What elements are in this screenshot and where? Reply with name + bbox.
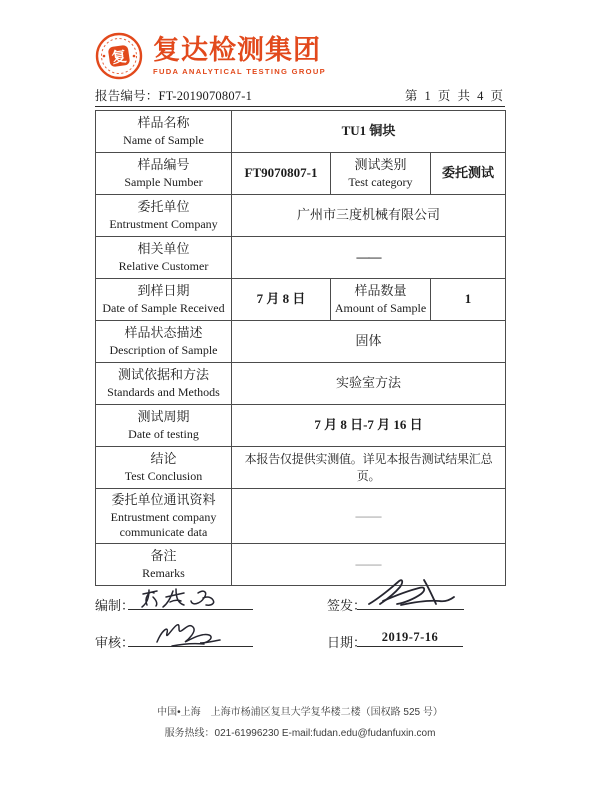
- table-row: [96, 363, 506, 405]
- label-zh: 相关单位: [137, 241, 190, 257]
- prepared-signature-line: [128, 580, 253, 610]
- company-name-zh: 复达检测集团: [153, 34, 321, 65]
- label-en: Relative Customer: [118, 259, 209, 274]
- table-row: [96, 111, 506, 153]
- label-en: Date of testing: [128, 427, 199, 442]
- label-zh: 到样日期: [137, 283, 190, 299]
- label-zh: 备注: [150, 548, 177, 564]
- label-zh: 样品状态描述: [124, 325, 203, 341]
- prepared-signature: [140, 585, 236, 611]
- value-sample-description: 固体: [232, 321, 506, 363]
- svg-text:复: 复: [110, 48, 128, 67]
- label-zh: 结论: [150, 451, 177, 467]
- label-zh: 委托单位通讯资料: [111, 492, 216, 507]
- reviewed-by-label: 审核：: [95, 635, 135, 650]
- label-sample-description: [96, 321, 232, 363]
- footer-hotline: 服务热线：021-61996230 E-mail:fudan.edu@fudanfuxin.com: [164, 728, 436, 739]
- label-zh: 测试周期: [137, 409, 190, 425]
- sample-info-table: [95, 110, 506, 586]
- value-communicate-data: ——: [232, 489, 506, 544]
- value-standards-methods: 实验室方法: [232, 363, 506, 405]
- value-amount-of-sample: 1: [431, 279, 506, 321]
- page-footer: [0, 702, 600, 744]
- issued-by-label: 签发：: [327, 598, 367, 613]
- label-zh: 样品数量: [354, 283, 407, 299]
- table-row: [96, 279, 506, 321]
- label-zh: 测试类别: [354, 157, 407, 173]
- report-number-value: FT-2019070807-1: [158, 89, 253, 103]
- value-test-category: 委托测试: [431, 153, 506, 195]
- reviewed-signature-line: [128, 617, 253, 647]
- label-en: Description of Sample: [109, 343, 218, 358]
- table-row: [96, 237, 506, 279]
- value-testing-period: 7 月 8 日-7 月 16 日: [232, 405, 506, 447]
- value-date-received: 7 月 8 日: [232, 279, 331, 321]
- issue-date-value: 2019-7-16: [381, 630, 439, 644]
- report-number-label: 报告编号：: [95, 89, 159, 103]
- brand-header: [95, 31, 505, 81]
- issue-date-line: [357, 617, 463, 647]
- value-relative-customer: ——: [232, 237, 506, 279]
- value-test-conclusion: 本报告仅提供实测值。详见本报告测试结果汇总页。: [232, 447, 506, 489]
- label-amount-of-sample: [331, 279, 431, 321]
- label-en: Name of Sample: [123, 133, 204, 148]
- label-en: Entrustment company communicate data: [110, 509, 217, 540]
- report-meta-line: [95, 86, 505, 107]
- label-en: Sample Number: [124, 175, 203, 190]
- signature-section: [95, 584, 505, 679]
- table-row: [96, 195, 506, 237]
- label-en: Date of Sample Received: [102, 301, 225, 316]
- prepared-by-label: 编制：: [95, 598, 135, 613]
- label-entrustment-company: [96, 195, 232, 237]
- value-remarks: ——: [232, 544, 506, 586]
- label-communicate-data: [96, 489, 232, 544]
- value-sample-name: TU1 铜块: [232, 111, 506, 153]
- label-en: Entrustment Company: [109, 217, 218, 232]
- issued-signature-line: [357, 580, 464, 610]
- reviewed-signature: [152, 618, 226, 650]
- table-row: [96, 321, 506, 363]
- company-name-en: FUDA ANALYTICAL TESTING GROUP: [153, 66, 326, 76]
- label-en: Amount of Sample: [334, 301, 427, 316]
- report-number: [95, 86, 252, 104]
- label-test-category: [331, 153, 431, 195]
- label-zh: 样品编号: [137, 157, 190, 173]
- label-en: Test Conclusion: [124, 469, 203, 484]
- label-sample-number: [96, 153, 232, 195]
- label-sample-name: [96, 111, 232, 153]
- value-sample-number: FT9070807-1: [232, 153, 331, 195]
- table-row: [96, 447, 506, 489]
- table-row: [96, 405, 506, 447]
- label-zh: 委托单位: [137, 199, 190, 215]
- footer-address: 中国•上海 上海市杨浦区复旦大学复华楼二楼（国权路 525 号）: [157, 707, 443, 718]
- label-en: Test category: [348, 175, 413, 190]
- label-relative-customer: [96, 237, 232, 279]
- label-testing-period: [96, 405, 232, 447]
- date-label: 日期：: [327, 635, 367, 650]
- issued-signature: [361, 577, 459, 609]
- value-entrustment-company: 广州市三度机械有限公司: [232, 195, 506, 237]
- page-indicator: 第 1 页 共 4 页: [404, 89, 505, 103]
- label-zh: 测试依据和方法: [117, 367, 209, 383]
- company-wordmark: [153, 34, 326, 76]
- label-test-conclusion: [96, 447, 232, 489]
- label-date-received: [96, 279, 232, 321]
- table-row: [96, 489, 506, 544]
- label-en: Remarks: [142, 566, 185, 581]
- label-zh: 样品名称: [137, 115, 190, 131]
- label-standards-methods: [96, 363, 232, 405]
- table-row: [96, 153, 506, 195]
- label-en: Standards and Methods: [107, 385, 220, 400]
- company-seal-icon: [95, 32, 143, 80]
